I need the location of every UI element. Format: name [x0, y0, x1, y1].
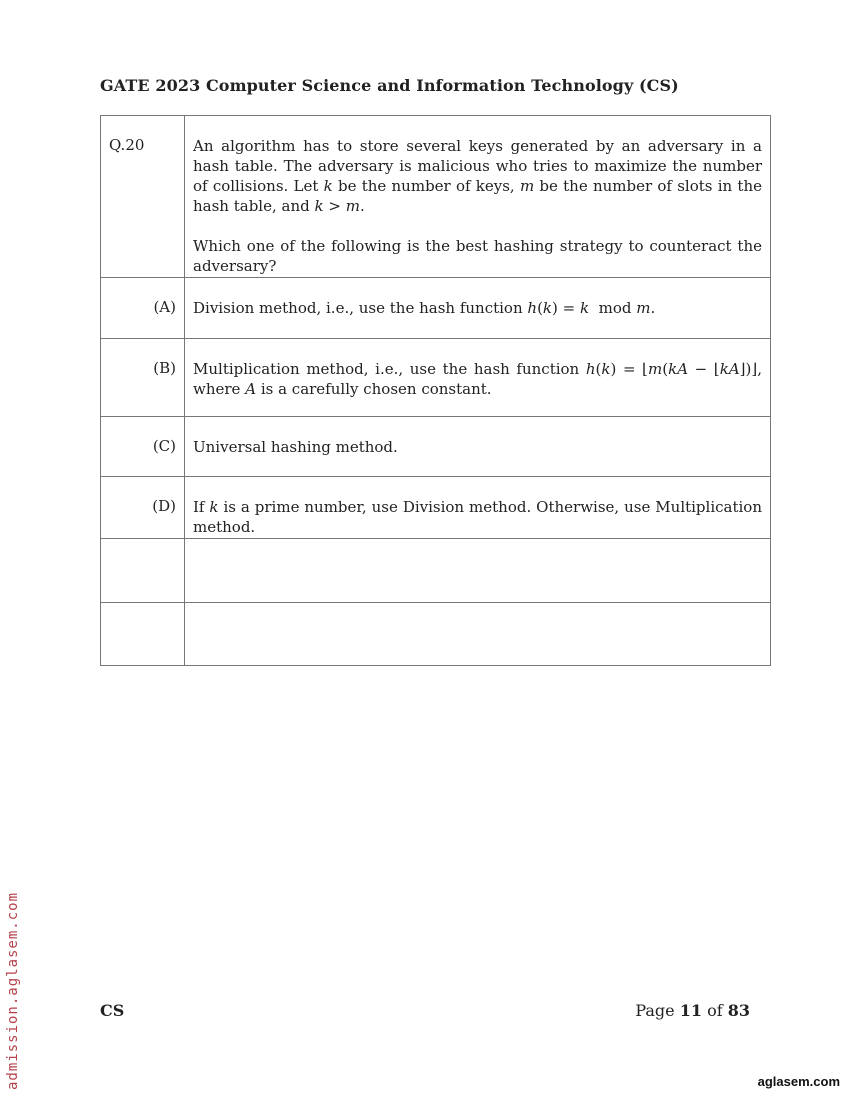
option-label-a: (A): [101, 278, 185, 339]
empty-row: [101, 603, 771, 666]
page-total: 83: [727, 1001, 750, 1020]
empty-cell: [185, 603, 771, 666]
option-label-b: (B): [101, 339, 185, 417]
option-row-d[interactable]: [101, 477, 771, 539]
question-row: [101, 116, 771, 278]
option-row-a[interactable]: [101, 278, 771, 339]
option-text-a: Division method, i.e., use the hash function h(k) = k mod m.: [185, 278, 771, 339]
page-word: Page: [635, 1001, 675, 1020]
option-row-b[interactable]: [101, 339, 771, 417]
question-table: [100, 115, 771, 666]
brand-link[interactable]: aglasem.com: [757, 1074, 840, 1089]
footer-page-number: [635, 1001, 750, 1020]
question-text-1: An algorithm has to store several keys generated by an adversary in a hash table. The adversary is malicious who tries to maximize the number of collisions. Let k be the number of keys, m be the number of slots in the hash table, and k > m.: [193, 137, 762, 215]
page-header-title: GATE 2023 Computer Science and Information Technology (CS): [100, 76, 679, 95]
option-text-d: If k is a prime number, use Division method. Otherwise, use Multiplication method.: [185, 477, 771, 539]
page-current: 11: [679, 1001, 702, 1020]
option-text-c: Universal hashing method.: [185, 417, 771, 477]
option-text-b: Multiplication method, i.e., use the hash function h(k) = ⌊m(kA − ⌊kA⌋)⌋, where A is a carefully chosen constant.: [185, 339, 771, 417]
question-text-2: Which one of the following is the best hashing strategy to counteract the adversary?: [193, 237, 762, 275]
empty-cell: [101, 539, 185, 603]
option-label-d: (D): [101, 477, 185, 539]
empty-row: [101, 539, 771, 603]
option-label-c: (C): [101, 417, 185, 477]
question-number: Q.20: [101, 116, 185, 278]
empty-cell: [185, 539, 771, 603]
empty-cell: [101, 603, 185, 666]
option-row-c[interactable]: [101, 417, 771, 477]
page-of: of: [707, 1001, 723, 1020]
watermark-link[interactable]: admission.aglasem.com: [5, 891, 21, 1090]
question-stem: [185, 116, 771, 278]
footer-subject: CS: [100, 1001, 125, 1020]
